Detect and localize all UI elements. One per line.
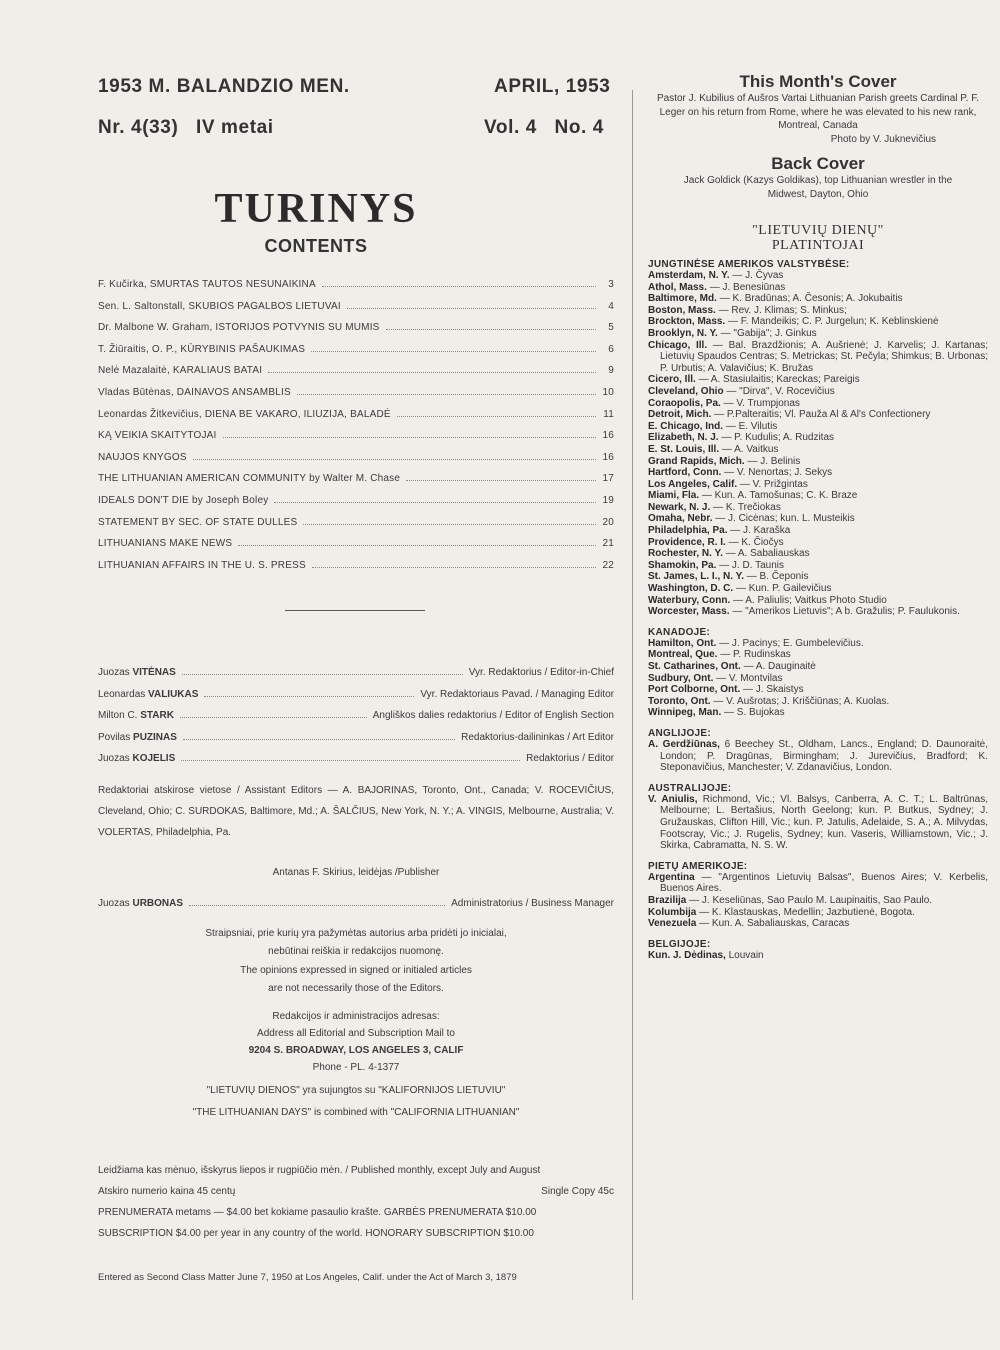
toc-item bbox=[98, 449, 614, 463]
staff-row bbox=[98, 664, 614, 678]
single-copy-row: Atskiro numerio kaina 45 centų Single Copy 45c bbox=[98, 1186, 614, 1197]
toc-item bbox=[98, 341, 614, 355]
toc-item-page: 19 bbox=[602, 495, 614, 506]
address-block: Redakcijos ir administracijos adresas: Address all Editorial and Subscription Mail to 9204 S. BROADWAY, LOS ANGELES 3, CALIF Phone - PL. 4-1377 bbox=[248, 1011, 464, 1073]
back-cover-title: Back Cover bbox=[771, 154, 865, 173]
leader-dots bbox=[204, 696, 414, 697]
distributor-entry: Grand Rapids, Mich. — J. Belinis bbox=[648, 455, 801, 467]
distributor-entry: V. Aniulis, Richmond, Vic.; Vl. Balsys, Canberra, A. C. T.; L. Baltrūnas, Melbourne; L. Bertašius, North Geelong; kun. P. Butkus, Sydney; J. Gružauskas, Clifton Hill, Vic.; kun. P. Jatulis, Adelaide, S. A.; A. Milvydas, Footscray, Vic.; J. Rugelis, Sydney; kun. Vaseris, Williamstown, Vic.; J. Skirka, Cabramatta, N. S. W. bbox=[648, 793, 988, 852]
section-rule bbox=[285, 610, 425, 611]
leader-dots bbox=[386, 329, 596, 330]
toc-item-page: 3 bbox=[608, 279, 614, 290]
toc-item bbox=[98, 535, 614, 549]
distributor-entry: A. Gerdžiūnas, 6 Beechey St., Oldham, Lancs., England; D. Daunoraitė, London; P. Dragūnas, Birmingham; J. Jurevičius, Bradford; K. Steponavičius, Manchester; V. Zdanavičius, London. bbox=[648, 738, 989, 774]
distributor-entry: Port Colborne, Ont. — J. Skaistys bbox=[648, 684, 804, 696]
distributor-entry: St. James, L. I., N. Y. — B. Čeponis bbox=[648, 571, 809, 583]
toc-subtitle: CONTENTS bbox=[264, 236, 368, 256]
prenumerata: PRENUMERATA metams — $4.00 bet kokiame pasaulio krašte. GARBĖS PRENUMERATA $10.00 bbox=[98, 1207, 537, 1218]
staff-name: Milton C. STARK bbox=[98, 710, 174, 722]
distributor-entry: Argentina — "Argentinos Lietuvių Balsas", Buenos Aires; V. Kerbelis, Buenos Aires. bbox=[648, 871, 989, 895]
staff-name: Juozas KOJELIS bbox=[98, 753, 176, 765]
distributor-entry: Washington, D. C. — Kun. P. Gailevičius bbox=[648, 583, 832, 595]
staff-role: Angliškos dalies redaktorius / Editor of English Section bbox=[372, 710, 614, 722]
staff-row bbox=[98, 750, 614, 764]
distributor-entry: Rochester, N. Y. — A. Sabaliauskas bbox=[648, 548, 810, 560]
leader-dots bbox=[397, 416, 596, 417]
distributor-entry: Kun. J. Dėdinas, Louvain bbox=[648, 949, 764, 961]
distributor-entry: Cleveland, Ohio — "Dirva", V. Rocevičius bbox=[648, 385, 835, 397]
combined-note: "LIETUVIŲ DIENOS" yra sujungtos su "KALIFORNIJOS LIETUVIU" "THE LITHUANIAN DAYS" is combined with "CALIFORNIA LITHUANIAN" bbox=[192, 1085, 520, 1118]
distributor-entry: Brooklyn, N. Y. — "Gabija"; J. Ginkus bbox=[648, 327, 817, 339]
issue-date-en: APRIL, 1953 bbox=[494, 76, 611, 97]
distributor-entry: Hamilton, Ont. — J. Pacinys; E. Gumbelevičius. bbox=[648, 637, 864, 649]
distributor-entry: Providence, R. I. — K. Čiočys bbox=[648, 536, 784, 548]
distributor-entry: Omaha, Nebr. — J. Cicėnas; kun. L. Musteikis bbox=[648, 513, 855, 525]
publisher: Antanas F. Skirius, leidėjas /Publisher bbox=[272, 867, 440, 878]
distributor-entry: Amsterdam, N. Y. — J. Čyvas bbox=[648, 270, 784, 281]
entered-note: Entered as Second Class Matter June 7, 1950 at Los Angeles, Calif. under the Act of March 3, 1879 bbox=[98, 1272, 517, 1283]
issue-number-en: Vol. 4 No. 4 bbox=[484, 117, 604, 138]
distributor-entry: Venezuela — Kun. A. Sabaliauskas, Caracas bbox=[648, 918, 850, 930]
toc-item bbox=[98, 470, 614, 484]
toc-item-page: 11 bbox=[603, 408, 614, 420]
leader-dots bbox=[303, 524, 596, 525]
leader-dots bbox=[182, 674, 463, 675]
leader-dots bbox=[297, 394, 596, 395]
toc-item-title: Dr. Malbone W. Graham, ISTORIJOS POTVYNIS SU MUMIS bbox=[98, 322, 380, 334]
toc-item-page: 21 bbox=[602, 538, 614, 550]
staff-name: Povilas PUZINAS bbox=[98, 731, 177, 743]
distributor-entry: Boston, Mass. — Rev. J. Klimas; S. Minkus; bbox=[648, 304, 847, 316]
leader-dots bbox=[193, 459, 596, 460]
toc-item-page: 5 bbox=[608, 322, 614, 334]
distributor-entry: Brockton, Mass. — F. Mandeikis; C. P. Jurgelun; K. Keblinskienė bbox=[648, 316, 939, 328]
staff-role: Redaktorius / Editor bbox=[526, 753, 614, 765]
distributor-region: KANADOJE: bbox=[648, 626, 711, 638]
toc-item-title: Sen. L. Saltonstall, SKUBIOS PAGALBOS LIETUVAI bbox=[98, 300, 341, 312]
staff-name: Leonardas VALIUKAS bbox=[98, 688, 199, 700]
leader-dots bbox=[180, 717, 367, 718]
staff-role: Vyr. Redaktoriaus Pavad. / Managing Editor bbox=[420, 688, 614, 700]
toc-item bbox=[98, 384, 614, 398]
leader-dots bbox=[238, 545, 596, 546]
distributor-region: JUNGTINĖSE AMERIKOS VALSTYBĖSE: bbox=[648, 259, 850, 270]
business-manager-row bbox=[98, 895, 614, 909]
toc-item bbox=[98, 298, 614, 312]
distributor-entry: Brazilija — J. Keseliūnas, Sao Paulo M. Laupinaitis, Sao Paulo. bbox=[648, 894, 933, 906]
right-column bbox=[648, 72, 988, 961]
distributor-entry: Los Angeles, Calif. — V. Prižgintas bbox=[648, 478, 808, 490]
toc-item-title: Vladas Būtėnas, DAINAVOS ANSAMBLIS bbox=[98, 387, 291, 398]
leader-dots bbox=[311, 351, 596, 352]
distributor-entry: Chicago, Ill. — Bal. Brazdžionis; A. Aušrienė; J. Karvelis; J. Kartanas; Lietuvių Spaudos Centras; S. Metrickas; St. Pečyla; Shimkus; B. Urbonas; P. Urbutis; A. Valavičius; K. Bružas bbox=[648, 339, 988, 374]
toc-item bbox=[98, 557, 614, 571]
leader-dots bbox=[312, 567, 596, 568]
toc-item-title: Nelė Mazalaitė, KARALIAUS BATAI bbox=[98, 365, 263, 377]
distributor-entry: Winnipeg, Man. — S. Bujokas bbox=[648, 707, 785, 719]
toc-item-page: 17 bbox=[602, 473, 614, 485]
published-monthly: Leidžiama kas mėnuo, išskyrus liepos ir rugpiūčio mėn. / Published monthly, except July and August bbox=[98, 1165, 541, 1176]
staff-role: Redaktorius-dailininkas / Art Editor bbox=[461, 731, 614, 743]
distributor-region: ANGLIJOJE: bbox=[648, 727, 712, 739]
toc-item-title: KĄ VEIKIA SKAITYTOJAI bbox=[98, 430, 217, 442]
toc-item bbox=[98, 514, 614, 528]
distributor-entry: E. St. Louis, Ill. — A. Vaitkus bbox=[648, 443, 779, 455]
toc-item-title: THE LITHUANIAN AMERICAN COMMUNITY by Walter M. Chase bbox=[98, 473, 401, 485]
distributor-entry: Kolumbija — K. Klastauskas, Medellin; Jazbutienė, Bogota. bbox=[648, 906, 915, 918]
distributor-entry: Waterbury, Conn. — A. Paliulis; Vaitkus Photo Studio bbox=[648, 594, 887, 606]
toc-item-page: 6 bbox=[608, 343, 614, 355]
business-manager-name: Juozas URBONAS bbox=[98, 898, 184, 909]
leader-dots bbox=[223, 437, 596, 438]
distributor-entry: Athol, Mass. — J. Benesiūnas bbox=[648, 281, 786, 293]
leader-dots bbox=[322, 286, 596, 287]
leader-dots bbox=[183, 739, 455, 740]
toc-item-title: F. Kučirka, SMURTAS TAUTOS NESUNAIKINA bbox=[98, 279, 316, 290]
back-cover-text: Jack Goldick (Kazys Goldikas), top Lithuanian wrestler in the Midwest, Dayton, Ohio bbox=[683, 175, 953, 200]
leader-dots bbox=[181, 760, 520, 761]
toc-item-title: STATEMENT BY SEC. OF STATE DULLES bbox=[98, 516, 298, 528]
distributor-entry: Toronto, Ont. — V. Aušrotas; J. Kriščiūnas; A. Kuolas. bbox=[648, 695, 890, 707]
notice-lt: Straipsniai, prie kurių yra pažymėtas autorius arba pridėti jo inicialai, nebūtinai reiškia ir redakcijos nuomonę. bbox=[205, 928, 507, 957]
distributor-entry: Philadelphia, Pa. — J. Karaška bbox=[648, 525, 791, 537]
toc-item bbox=[98, 427, 614, 441]
distributor-entry: Miami, Fla. — Kun. A. Tamošunas; C. K. Braze bbox=[648, 490, 858, 502]
distributor-entry: St. Catharines, Ont. — A. Dauginaitė bbox=[648, 661, 816, 672]
toc-item-page: 22 bbox=[602, 559, 614, 571]
leader-dots bbox=[268, 372, 596, 373]
distributor-entry: Detroit, Mich. — P.Palteraitis; Vl. Pauža Al & Al's Confectionery bbox=[648, 409, 931, 421]
staff-row bbox=[98, 707, 614, 721]
cover-photo-credit: Photo by V. Juknevičius bbox=[830, 133, 936, 145]
publication-info bbox=[98, 1160, 614, 1244]
business-manager-role: Administratorius / Business Manager bbox=[451, 898, 614, 909]
leader-dots bbox=[406, 480, 596, 481]
leader-dots bbox=[347, 308, 596, 309]
staff-name: Juozas VITĖNAS bbox=[98, 667, 176, 678]
notice-en: The opinions expressed in signed or initialed articles are not necessarily those of the Editors. bbox=[240, 965, 472, 994]
distributor-entry: Coraopolis, Pa. — V. Trumpjonas bbox=[648, 397, 800, 409]
distributor-entry: Sudbury, Ont. — V. Montvilas bbox=[648, 672, 783, 684]
distributor-entry: Cicero, Ill. — A. Stasiulaitis; Kareckas; Pareigis bbox=[648, 374, 860, 386]
distributors-heading: "LIETUVIŲ DIENŲ" PLATINTOJAI bbox=[752, 223, 884, 253]
staff-role: Vyr. Redaktorius / Editor-in-Chief bbox=[468, 667, 614, 678]
toc-item bbox=[98, 362, 614, 376]
cover-title: This Month's Cover bbox=[739, 72, 897, 91]
toc-item-title: T. Žiūraitis, O. P., KŪRYBINIS PAŠAUKIMAS bbox=[98, 343, 306, 355]
distributor-entry: Baltimore, Md. — K. Bradūnas; A. Česonis; A. Jokubaitis bbox=[648, 293, 903, 305]
toc-title: TURINYS bbox=[214, 186, 418, 232]
distributor-entry: E. Chicago, Ind. — E. Vilutis bbox=[648, 420, 778, 432]
toc-item-page: 16 bbox=[602, 451, 614, 463]
distributor-entry: Shamokin, Pa. — J. D. Taunis bbox=[648, 559, 784, 571]
toc-item bbox=[98, 319, 614, 333]
assistant-editors: Redaktoriai atskirose vietose / Assistant Editors — A. BAJORINAS, Toronto, Ont., Canada; V. ROCEVIČIUS, Cleveland, Ohio; C. SURDOKAS, Baltimore, Md.; A. ŠALČIUS, New York, N. Y.; A. VINGIS, Melbourne, Australia; V. VOLERTAS, Philadelphia, Pa. bbox=[98, 785, 614, 838]
distributor-entry: Hartford, Conn. — V. Nenortas; J. Sekys bbox=[648, 467, 833, 479]
distributor-entry: Montreal, Que. — P. Rudinskas bbox=[648, 649, 791, 661]
toc-item-title: LITHUANIANS MAKE NEWS bbox=[98, 538, 233, 550]
subscription: SUBSCRIPTION $4.00 per year in any country of the world. HONORARY SUBSCRIPTION $10.00 bbox=[98, 1228, 534, 1239]
toc-item-page: 20 bbox=[602, 516, 614, 528]
toc-item bbox=[98, 406, 614, 420]
issue-number-lt: Nr. 4(33) IV metai bbox=[98, 117, 274, 138]
toc-item-title: LITHUANIAN AFFAIRS IN THE U. S. PRESS bbox=[98, 559, 306, 571]
toc-item-title: IDEALS DON'T DIE by Joseph Boley bbox=[98, 495, 269, 506]
toc-item-page: 9 bbox=[608, 365, 614, 377]
distributor-region: BELGIJOJE: bbox=[648, 938, 711, 950]
column-divider bbox=[632, 90, 633, 1300]
toc-item-page: 10 bbox=[602, 387, 614, 398]
distributor-entry: Worcester, Mass. — "Amerikos Lietuvis"; A b. Gražulis; P. Faulukonis. bbox=[648, 606, 960, 618]
cover-text: Pastor J. Kubilius of Aušros Vartai Lithuanian Parish greets Cardinal P. F. Leger on his return from Rome, where he was elevated to his new rank, Montreal, Canada bbox=[656, 93, 980, 131]
distributor-region: AUSTRALIJOJE: bbox=[648, 782, 732, 794]
toc-item-page: 4 bbox=[608, 300, 614, 312]
leader-dots bbox=[274, 502, 596, 503]
toc-item-title: Leonardas Žitkevičius, DIENA BE VAKARO, ILIUZIJA, BALADĖ bbox=[98, 408, 391, 420]
distributors-list bbox=[648, 259, 988, 961]
toc-item-title: NAUJOS KNYGOS bbox=[98, 451, 187, 463]
distributor-region: PIETŲ AMERIKOJE: bbox=[648, 860, 748, 872]
issue-date-lt: 1953 M. BALANDZIO MEN. bbox=[98, 76, 350, 97]
toc-item bbox=[98, 276, 614, 290]
toc-item-page: 16 bbox=[602, 430, 614, 442]
staff-row bbox=[98, 686, 614, 700]
toc-item bbox=[98, 492, 614, 506]
distributor-entry: Elizabeth, N. J. — P. Kudulis; A. Rudzitas bbox=[648, 432, 835, 444]
distributor-entry: Newark, N. J. — K. Trečiokas bbox=[648, 501, 781, 513]
staff-row bbox=[98, 729, 614, 743]
